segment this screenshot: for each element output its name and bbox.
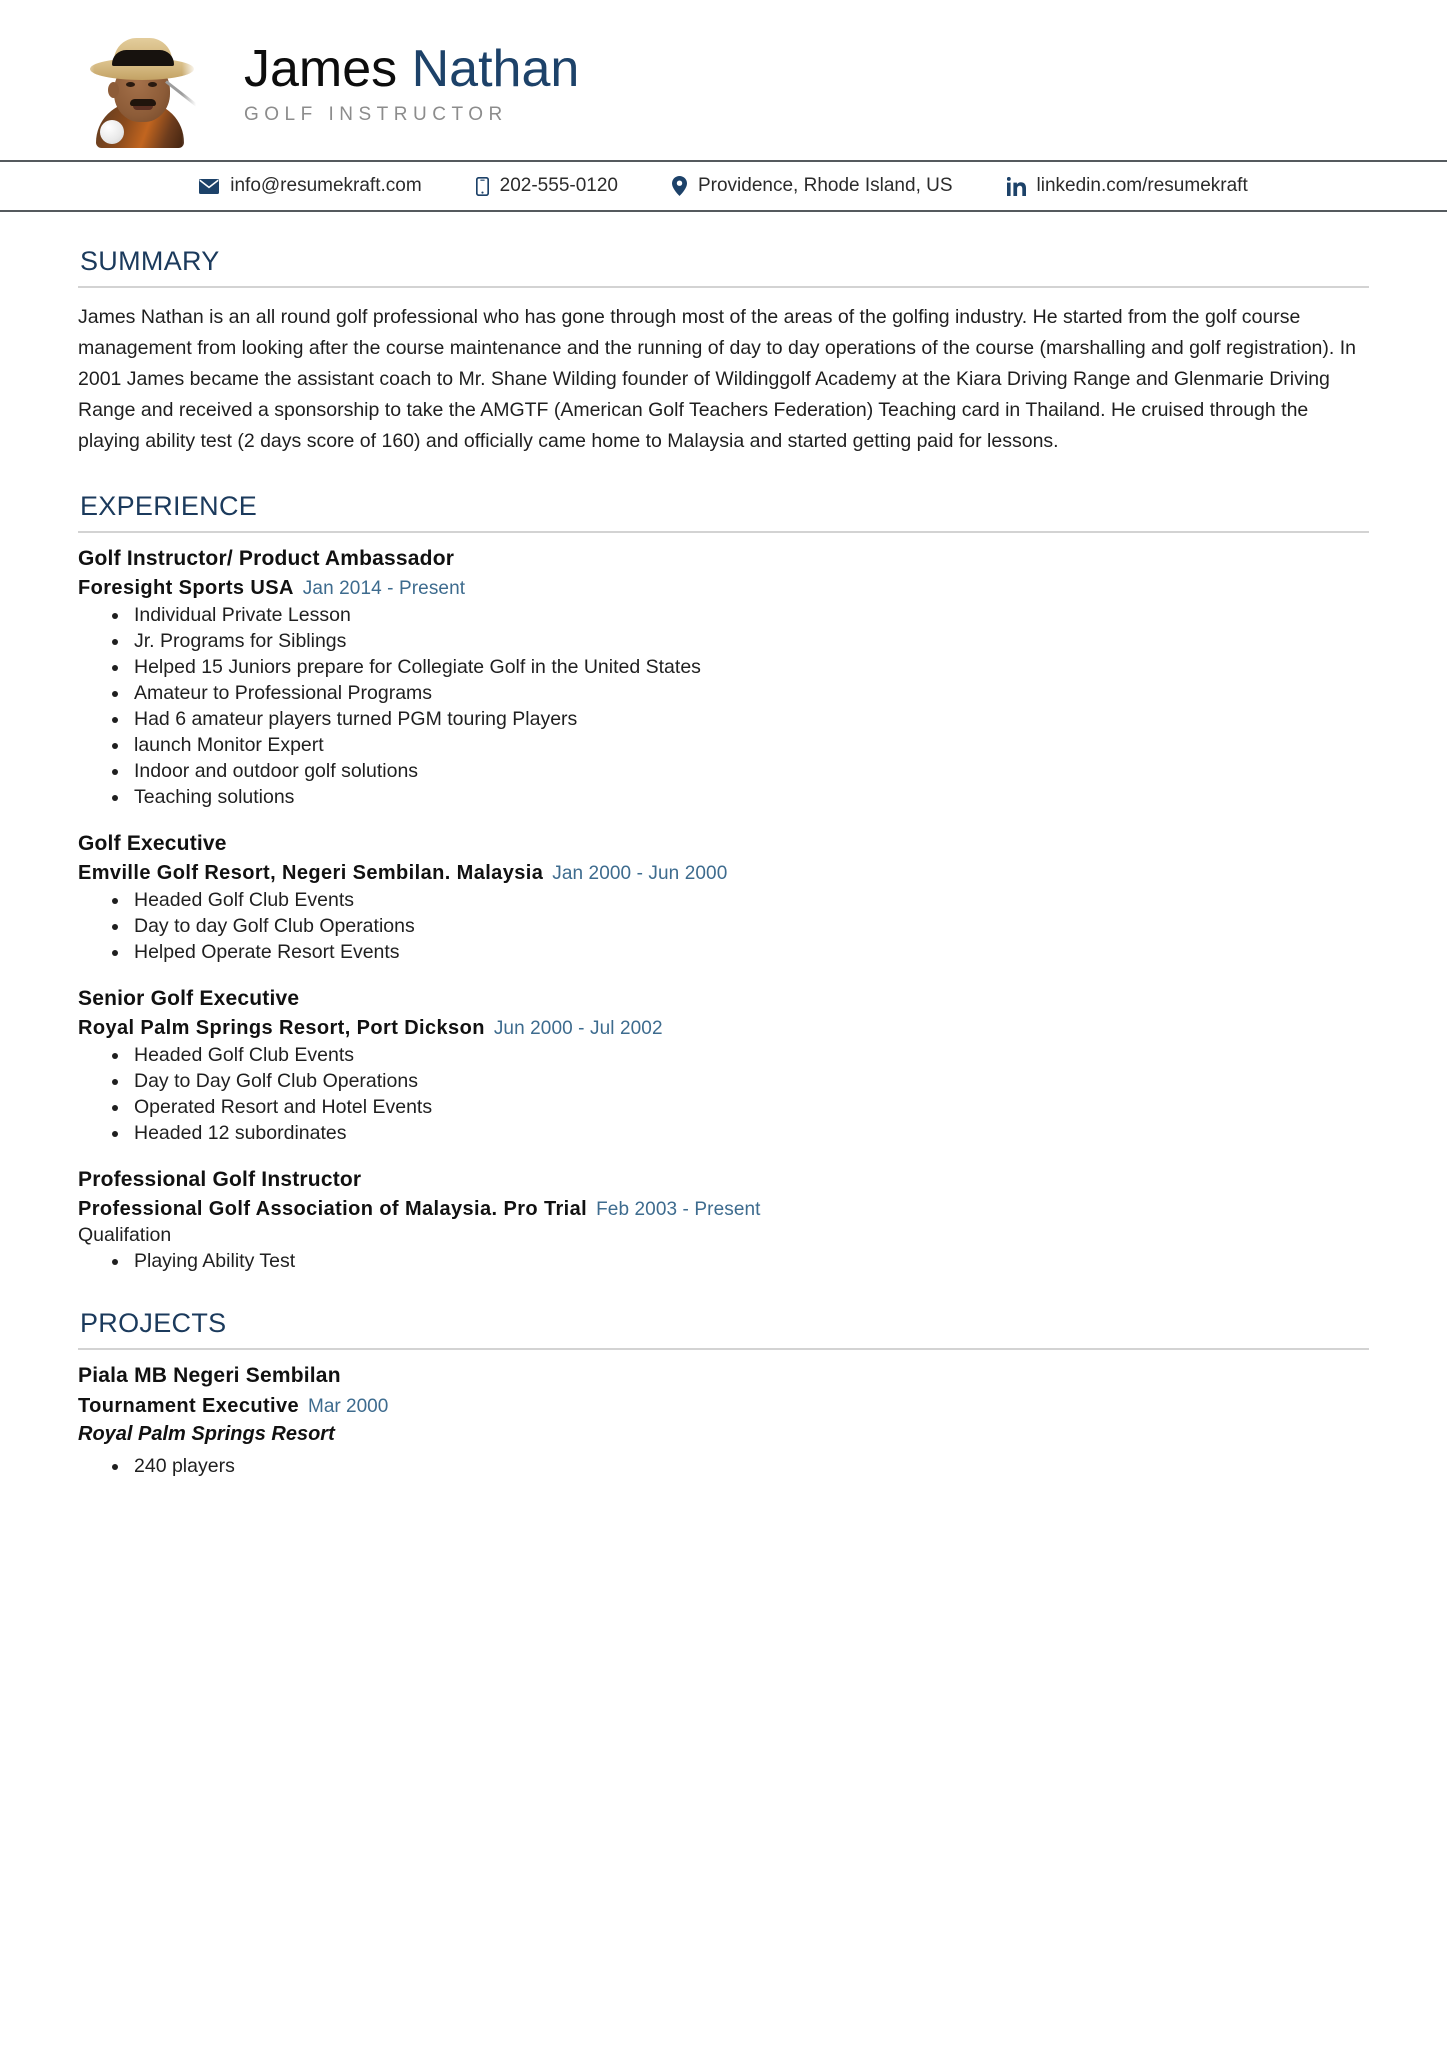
- avatar: [78, 20, 196, 148]
- job-meta: [78, 1017, 1369, 1040]
- job-role: Senior Golf Executive: [78, 987, 300, 1010]
- experience-divider: [78, 531, 1369, 533]
- list-item: Amateur to Professional Programs: [112, 681, 1369, 706]
- list-item: Individual Private Lesson: [112, 603, 1369, 628]
- portrait-photo: [78, 20, 196, 148]
- last-name: Nathan: [411, 39, 580, 98]
- job-company: Professional Golf Association of Malaysia. Pro Trial: [78, 1198, 588, 1220]
- contact-location[interactable]: [672, 175, 953, 197]
- job-bullet-list: [78, 888, 1369, 965]
- project-role-line: [78, 1395, 1369, 1418]
- job-company: Foresight Sports USA: [78, 577, 294, 599]
- contact-email-text: info@resumekraft.com: [230, 175, 422, 196]
- list-item: Headed Golf Club Events: [112, 888, 1369, 913]
- resume-body: [0, 246, 1447, 1479]
- job-dates: Jan 2014 - Present: [302, 578, 466, 599]
- name-block: [222, 39, 580, 127]
- list-item: Headed 12 subordinates: [112, 1121, 1369, 1146]
- projects-divider: [78, 1348, 1369, 1350]
- experience-entry: [78, 547, 1369, 810]
- section-experience: [78, 491, 1369, 1274]
- experience-entry: [78, 987, 1369, 1146]
- job-bullet-list: [78, 603, 1369, 810]
- list-item: Playing Ability Test: [112, 1249, 1369, 1274]
- experience-heading: EXPERIENCE: [80, 491, 258, 521]
- list-item: launch Monitor Expert: [112, 733, 1369, 758]
- job-subline: Qualifation: [78, 1224, 172, 1246]
- experience-entry: [78, 1168, 1369, 1274]
- list-item: Teaching solutions: [112, 785, 1369, 810]
- list-item: 240 players: [112, 1454, 1369, 1479]
- contact-linkedin-text: linkedin.com/resumekraft: [1036, 175, 1248, 196]
- contact-email[interactable]: [199, 175, 421, 197]
- phone-icon: [476, 177, 489, 196]
- summary-divider: [78, 286, 1369, 288]
- list-item: Helped 15 Juniors prepare for Collegiate Golf in the United States: [112, 655, 1369, 680]
- list-item: Had 6 amateur players turned PGM touring Players: [112, 707, 1369, 732]
- project-name: Piala MB Negeri Sembilan: [78, 1364, 341, 1387]
- contact-phone[interactable]: [476, 175, 618, 197]
- project-entry: [78, 1364, 1369, 1479]
- location-pin-icon: [672, 176, 687, 196]
- project-role: Tournament Executive: [78, 1395, 300, 1417]
- project-bullet-list: [78, 1454, 1369, 1479]
- contact-phone-text: 202-555-0120: [499, 175, 618, 196]
- job-bullet-list: [78, 1249, 1369, 1274]
- job-role: Professional Golf Instructor: [78, 1168, 362, 1191]
- job-role: Golf Executive: [78, 832, 227, 855]
- project-date: Mar 2000: [308, 1396, 389, 1417]
- envelope-icon: [199, 179, 219, 194]
- linkedin-icon: [1007, 177, 1026, 196]
- resume-header: [0, 0, 1447, 160]
- job-dates: Jun 2000 - Jul 2002: [493, 1018, 663, 1039]
- section-summary: [78, 246, 1369, 457]
- summary-paragraph: James Nathan is an all round golf professional who has gone through most of the areas of the golfing industry. He started from the golf course management from looking after the course maintenance and the running of day to day operations of the course (marshalling and golf registration). In 2001 James became the assistant coach to Mr. Shane Wilding founder of Wildinggolf Academy at the Kiara Driving Range and Glenmarie Driving Range and received a sponsorship to take the AMGTF (American Golf Teachers Federation) Teaching card in Thailand. He cruised through the playing ability test (2 days score of 160) and officially came home to Malaysia and started getting paid for lessons.: [78, 306, 1356, 452]
- list-item: Helped Operate Resort Events: [112, 940, 1369, 965]
- list-item: Jr. Programs for Siblings: [112, 629, 1369, 654]
- page-title: [244, 39, 580, 98]
- job-meta: [78, 1198, 1369, 1221]
- first-name: James: [244, 39, 398, 98]
- list-item: Day to Day Golf Club Operations: [112, 1069, 1369, 1094]
- professional-title: GOLF INSTRUCTOR: [244, 104, 508, 126]
- section-projects: [78, 1308, 1369, 1479]
- list-item: Indoor and outdoor golf solutions: [112, 759, 1369, 784]
- experience-entry: [78, 832, 1369, 965]
- contact-linkedin[interactable]: [1007, 175, 1248, 197]
- job-dates: Feb 2003 - Present: [596, 1199, 761, 1220]
- job-dates: Jan 2000 - Jun 2000: [552, 863, 728, 884]
- job-role: Golf Instructor/ Product Ambassador: [78, 547, 455, 570]
- job-meta: [78, 862, 1369, 885]
- contact-bar: [0, 162, 1447, 210]
- projects-heading: PROJECTS: [80, 1308, 227, 1338]
- list-item: Operated Resort and Hotel Events: [112, 1095, 1369, 1120]
- list-item: Day to day Golf Club Operations: [112, 914, 1369, 939]
- summary-heading: SUMMARY: [80, 246, 220, 276]
- project-organization: Royal Palm Springs Resort: [78, 1423, 335, 1445]
- contact-bottom-divider: [0, 210, 1447, 212]
- job-company: Emville Golf Resort, Negeri Sembilan. Malaysia: [78, 862, 544, 884]
- contact-location-text: Providence, Rhode Island, US: [697, 175, 953, 196]
- job-company: Royal Palm Springs Resort, Port Dickson: [78, 1017, 485, 1039]
- list-item: Headed Golf Club Events: [112, 1043, 1369, 1068]
- job-bullet-list: [78, 1043, 1369, 1146]
- job-meta: [78, 577, 1369, 600]
